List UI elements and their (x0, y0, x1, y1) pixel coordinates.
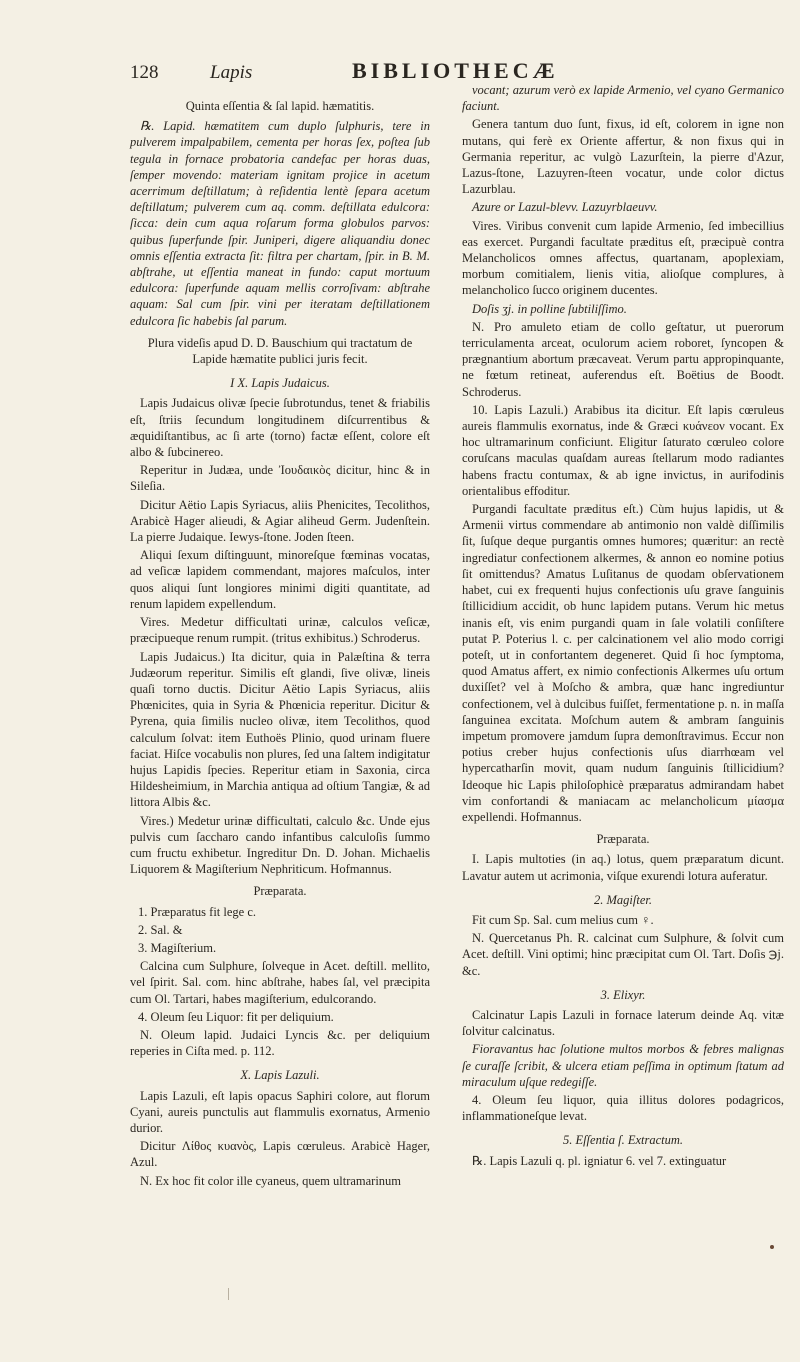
left-column-paragraph: ℞. Lapid. hæmatitem cum duplo ſulphuris, tere in pulverem impalpabilem, cementa per horas ſex, poſtea ſub tegula in fornace probatoria candefac per horas duas, ſemper movendo: materiam ignitam projice in acetum acerrimum deſtillatum; à reſidentia lentè ſepara acetum deſtillatum; pulverem cum aq. comm. deſtillata edulcora: ſicca: dein cum aqua roſarum forma globulos parvos: quibus ſuperfunde ſpir. Juniperi, digere aliquandiu donec omnis eſſentia extracta ſit: filtra per chartam, ſpir. in B. M. abſtrahe, ut eſſentia maneat in fundo: caput mortuum edulcora: ſuperfunde aquam mellis corroſivam: abſtrahe aquam: Sal cum ſpir. vini per iteratam deſtillationem edulcora ſic habebis ſal parum. (130, 119, 430, 328)
right-column-paragraph: N. Pro amuleto etiam de collo geſtatur, ut puerorum terriculamenta arceat, oculorum aciem roboret, ſyncopen & prægnantium abortum præcaveat. Verum partu appropinquante, ne fœtum retineat, auferendus eſt. Boëtius de Boodt. Schroderus. (462, 319, 784, 399)
left-column-paragraph: Vires. Medetur difficultati urinæ, calculos veſicæ, præcipueque renum rumpit. (tritus exhibitus.) Schroderus. (130, 615, 430, 646)
running-head: Lapis (210, 62, 253, 83)
right-column-paragraph: Fit cum Sp. Sal. cum melius cum ♀. (472, 912, 654, 927)
left-column (130, 92, 430, 1191)
left-column-paragraph: 1. Præparatus fit lege c. (138, 904, 257, 919)
right-column-paragraph: 2. Magiſter. (594, 892, 652, 907)
left-column-paragraph: X. Lapis Lazuli. (240, 1068, 320, 1083)
left-column-paragraph: 4. Oleum ſeu Liquor: fit per deliquium. (138, 1009, 334, 1024)
left-column-paragraph: Præparata. (253, 884, 307, 899)
left-column-paragraph: 3. Magiſterium. (138, 940, 217, 955)
right-column-paragraph: Genera tantum duo ſunt, fixus, id eſt, colorem in igne non mutans, qui ferè ex Oriente affertur, & non fixus qui in Germania reperitur, ac vulgò Lazurſtein, la pierre d'Azur, Lazus-ſtone, Lazuyren-ſteen vocatur, unde color dictus Lazurblau. (462, 117, 784, 197)
left-column-paragraph: Plura videſis apud D. D. Bauschium qui tractatum de Lapide hæmatite publici juris fecit. (147, 335, 413, 367)
book-title: BIBLIOTHECÆ (352, 58, 559, 83)
left-column-paragraph: Lapis Lazuli, eſt lapis opacus Saphiri colore, aut florum Cyani, aureis punctulis aut flammulis exornatus, Armenio durior. (130, 1088, 430, 1135)
left-column-paragraph: Reperitur in Judæa, unde Ἰουδαικὸς dicitur, hinc & in Sileſia. (130, 463, 430, 494)
left-column-paragraph: N. Ex hoc fit color ille cyaneus, quem ultramarinum (140, 1173, 402, 1188)
right-column-paragraph: Calcinatur Lapis Lazuli in fornace laterum deinde Aq. vitæ ſolvitur calcinatus. (462, 1007, 784, 1039)
left-column-paragraph: 2. Sal. & (138, 922, 183, 937)
page-number: 128 (130, 62, 159, 83)
left-column-paragraph: Dicitur Aëtio Lapis Syriacus, aliis Phenicites, Tecolithos, Arabicè Hager alieudi, & Agiar aliheud Germ. Judenſtein. La pierre Judaique. Iewys-ſtone. Joden ſteen. (130, 497, 430, 545)
right-column-paragraph: Purgandi facultate præditus eſt.) Cùm hujus lapidis, ut & Armenii virtus commendare ab antimonio non valdè diſſimilis ſit, ſuſque deque purgantis omnes humores; quæritur: an rectè ingrediatur confectionem alkermes, & annon eo nomine potius ſit omittendus? Amatus Luſitanus de quodam obſervationem habet, cui ex frequenti hujus confectionis uſu grave ſanguinis ſtillicidium accidit, ob hunc lapidem putans. Verum hic metus inanis eſt, vis enim purgandi quam in ſale volatili conſiſtere putat P. Poterius l. c. per calcinationem vel alio modo corrigi poteſt, ut in confortantem degeneret. Quid ſi hoc ſymptoma, quod Amatus affert, ex nimio confectionis Alkermes uſu ortum duxiſſet? vel à Moſcho & ambra, quæ hanc ingrediuntur confectionem, vel à dulcibus fuiſſet, fermentatione p. n. in maſſa ſanguinea excitata. Moſchum autem & ambram ſanguinis impetum promovere jamdum ſupra demonſtravimus. Eccur non potius creber hujus confectionis uſus diarrhœam vel hypercatharſin movit, quam nudum ſanguinis ſtillicidium? Ideoque hic Lapis philoſophicè præparatus admirandam habet vim confortandi & maniacam ac melancholicum μίασμα expellendi. Hofmannus. (462, 502, 784, 824)
left-column-paragraph: Quinta eſſentia & ſal lapid. hæmatitis. (185, 99, 375, 113)
right-column-paragraph: 4. Oleum ſeu liquor, quia illitus dolores podagricos, inflammationeſque levat. (462, 1092, 784, 1124)
right-column-paragraph: I. Lapis multoties (in aq.) lotus, quem præparatum dicunt. Lavatur autem ut acrimonia, viſque exurendi lotura auferatur. (462, 852, 784, 883)
right-column-paragraph: N. Quercetanus Ph. R. calcinat cum Sulphure, & ſolvit cum Acet. deſtill. Vini optimi; hinc præcipitat cum Ol. Tart. Doſis ℈j. &c. (462, 931, 784, 978)
left-column-paragraph: Lapis Judaicus.) Ita dicitur, quia in Palæſtina & terra Judæorum reperitur. Similis eſt glandi, ſive olivæ, lineis quaſi torno ductis. Dicitur Aëtio Lapis Syriacus, aliis Phœnicites, quia in Syria & Phœnicia reperitur. Dicitur & Pyrena, quia ſimilis nucleo olivæ, item Tecolithos, quod calculum ſolvat: item Euthoës Plinio, quod urinam fluere faciat. Hiſce vocabulis non plures, ſed una ſaltem indigitatur hujus Lapidis ſpecies. Reperitur etiam in Saxonia, circa Hildesheimium, in Marchia antiqua ad oſtium Tangiæ, & ad littora Albis &c. (130, 649, 430, 810)
right-column-paragraph: Præparata. (596, 832, 650, 847)
left-column-paragraph: Dicitur Λίθος κυανὸς, Lapis cœruleus. Arabicè Hager, Azul. (130, 1139, 430, 1170)
left-column-paragraph: I X. Lapis Judaicus. (230, 376, 330, 391)
right-column-paragraph: 5. Eſſentia ſ. Extractum. (562, 1133, 684, 1148)
left-column-paragraph: Lapis Judaicus olivæ ſpecie ſubrotundus, tenet & friabilis eſt, ſtriis ſecundum longitudinem diſcurrentibus & æquidiſtantibus, ac ſi arte (torno) factæ eſſent, colore eſt albo & ſubcinereo. (130, 396, 430, 460)
left-column-paragraph: N. Oleum lapid. Judaici Lyncis &c. per deliquium reperies in Ciſta med. p. 112. (130, 1027, 430, 1059)
right-column (462, 82, 784, 1171)
right-column-paragraph: vocant; azurum verò ex lapide Armenio, vel cyano Germanico faciunt. (462, 83, 784, 114)
left-column-paragraph: Calcina cum Sulphure, ſolveque in Acet. deſtill. mellito, vel ſpirit. Sal. com. hinc abſtrahe, habes ſal, vel præcipita cum Ol. Tartari, habes magiſterium, edulcorando. (130, 959, 430, 1006)
right-column-paragraph: 10. Lapis Lazuli.) Arabibus ita dicitur. Eſt lapis cœruleus aureis flammulis exornatus, inde & Græci κυάνεον vocant. Ex hoc ultramarinum conficiunt. Eligitur ſaturato cœruleo colore coruſcans maculas quaſdam aureas ſtellarum modo radiantes habens fractu contumax, & ab igne invictus, in aurifodinis orientalibus effoditur. (462, 402, 784, 498)
ink-spot (770, 1245, 774, 1249)
page-mark (228, 1288, 229, 1300)
right-column-paragraph: Azure or Lazul-blevv. Lazuyrblaeuvv. (472, 200, 658, 215)
right-column-paragraph: ℞. Lapis Lazuli q. pl. igniatur 6. vel 7. extinguatur (472, 1153, 727, 1168)
right-column-paragraph: Vires. Viribus convenit cum lapide Armenio, ſed imbecillius eas exercet. Purgandi facultate præditus eſt, præcipuè contra Melancholicos omnes affectus, quartanam, apoplexiam, morbum comitialem, lienis vitia, alioſque complures, à melancholico ſucco originem ducentes. (462, 218, 784, 298)
right-column-paragraph: Fioravantus hac ſolutione multos morbos & febres malignas ſe curaſſe ſcribit, & ulcera etiam peſſima in optimum ſtatum ad miraculum uſque redegiſſe. (462, 1042, 784, 1089)
right-column-paragraph: 3. Elixyr. (600, 987, 646, 1002)
right-column-paragraph: Doſis ʒj. in polline ſubtiliſſimo. (472, 301, 627, 316)
left-column-paragraph: Vires.) Medetur urinæ difficultati, calculo &c. Unde ejus pulvis cum ſaccharo cando infantibus calculoſis ſummo cum fructu exhibetur. Ingreditur Dn. D. Johan. Michaelis Liquorem & Magiſterium Nephriticum. Hofmannus. (130, 813, 430, 877)
left-column-paragraph: Aliqui ſexum diſtinguunt, minoreſque fœminas vocatas, ad veſicæ lapidem commendant, majores maſculos, inter quos aliqui ſunt longiores minimi digiti quantitate, ad renum lapidem expellendum. (130, 548, 430, 611)
